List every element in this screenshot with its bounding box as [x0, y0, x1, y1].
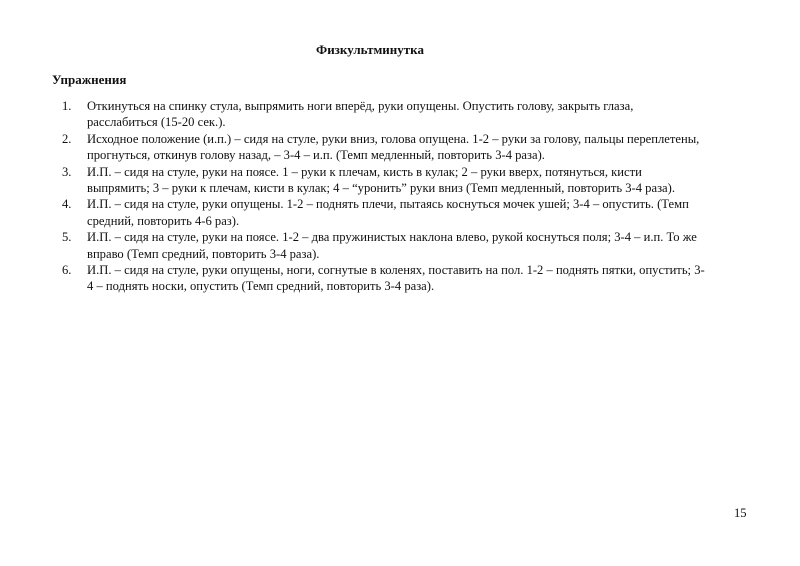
list-item — [62, 131, 762, 164]
exercise-list — [62, 98, 762, 295]
list-item — [62, 98, 762, 131]
item-text-line: расслабиться (15-20 сек.). — [87, 115, 226, 130]
item-text-line: выпрямить; 3 – руки к плечам, кисти в кулак; 4 – “уронить” руки вниз (Темп медленный, повторить 3-4 раза). — [87, 181, 675, 196]
item-number: 6. — [62, 263, 72, 278]
item-text-line: средний, повторить 4-6 раз). — [87, 213, 240, 228]
item-number: 4. — [62, 197, 72, 212]
item-text-line: И.П. – сидя на стуле, руки на поясе. 1 – руки к плечам, кисть в кулак; 2 – руки вверх, потянуться, кисти — [87, 164, 642, 179]
section-heading: Упражнения — [52, 72, 127, 87]
list-item — [62, 262, 762, 295]
item-text-line: Исходное положение (и.п.) – сидя на стуле, руки вниз, голова опущена. 1-2 – руки за голову, пальцы переплетены, — [87, 131, 700, 146]
item-number: 5. — [62, 230, 72, 245]
document-title: Физкультминутка — [316, 42, 424, 57]
item-text-line: вправо (Темп средний, повторить 3-4 раза). — [87, 246, 320, 261]
item-text-line: Откинуться на спинку стула, выпрямить ноги вперёд, руки опущены. Опустить голову, закрыть глаза, — [87, 99, 634, 113]
item-text-line: 4 – поднять носки, опустить (Темп средний, повторить 3-4 раза). — [87, 279, 435, 294]
list-item — [62, 164, 762, 197]
item-number: 3. — [62, 164, 72, 179]
item-number: 2. — [62, 131, 72, 146]
list-item — [62, 196, 762, 229]
list-item — [62, 229, 762, 262]
item-text-line: прогнуться, откинув голову назад, – 3-4 – и.п. (Темп медленный, повторить 3-4 раза). — [87, 148, 545, 163]
item-text-line: И.П. – сидя на стуле, руки опущены. 1-2 – поднять плечи, пытаясь коснуться мочек ушей; 3-4 – опустить. (Темп — [87, 197, 689, 212]
item-text-line: И.П. – сидя на стуле, руки опущены, ноги, согнутые в коленях, поставить на пол. 1-2 – поднять пятки, опустить; 3- — [87, 263, 705, 278]
page-number: 15 — [734, 506, 747, 520]
item-number: 1. — [62, 99, 72, 113]
item-text-line: И.П. – сидя на стуле, руки на поясе. 1-2 – два пружинистых наклона влево, рукой коснуться поля; 3-4 – и.п. То же — [87, 230, 697, 245]
